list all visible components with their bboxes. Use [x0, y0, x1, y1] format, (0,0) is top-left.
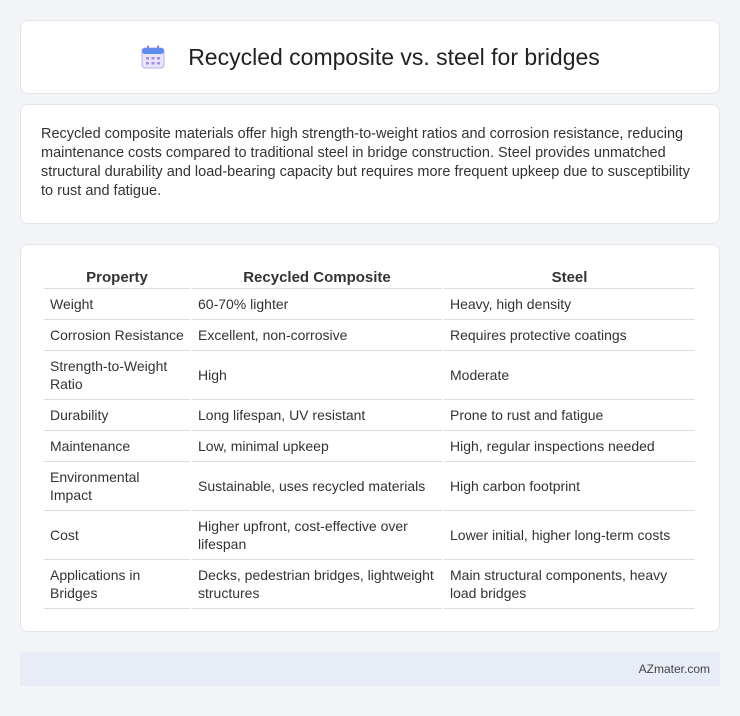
intro-card [20, 104, 720, 224]
table-row [44, 431, 695, 462]
footer-brand[interactable]: AZmater.com [638, 662, 710, 676]
title-card [20, 20, 720, 94]
table-row [44, 351, 695, 400]
table-cell: Sustainable, uses recycled materials [192, 462, 442, 511]
table-cell: Moderate [444, 351, 695, 400]
table-cell: Higher upfront, cost-effective over lifespan [192, 511, 442, 560]
table-cell: High, regular inspections needed [444, 431, 695, 462]
table-row [44, 400, 695, 431]
table-cell: High [192, 351, 442, 400]
table-row [44, 320, 695, 351]
table-cell: Strength-to-Weight Ratio [44, 351, 190, 400]
table-cell: Heavy, high density [444, 289, 695, 320]
page-title: Recycled composite vs. steel for bridges [188, 43, 600, 70]
table-cell: High carbon footprint [444, 462, 695, 511]
table-cell: Weight [44, 289, 190, 320]
table-cell: Low, minimal upkeep [192, 431, 442, 462]
table-cell: Maintenance [44, 431, 190, 462]
comparison-table [42, 265, 697, 609]
table-cell: Lower initial, higher long-term costs [444, 511, 695, 560]
table-cell: Main structural components, heavy load bridges [444, 560, 695, 609]
table-cell: Corrosion Resistance [44, 320, 190, 351]
table-row [44, 289, 695, 320]
table-cell: Prone to rust and fatigue [444, 400, 695, 431]
table-cell: Cost [44, 511, 190, 560]
table-header-row [44, 265, 695, 289]
table-cell: Requires protective coatings [444, 320, 695, 351]
calendar-icon [140, 44, 166, 70]
column-header-property: Property [44, 265, 190, 289]
comparison-table-card [20, 244, 720, 632]
column-header-composite: Recycled Composite [192, 265, 442, 289]
table-cell: Applications in Bridges [44, 560, 190, 609]
table-row [44, 462, 695, 511]
intro-text: Recycled composite materials offer high strength-to-weight ratios and corrosion resistance, reducing maintenance costs compared to traditional steel in bridge construction. Steel provides unmatched structural durability and load-bearing capacity but requires more frequent upkeep due to susceptibility to rust and fatigue. [41, 126, 690, 199]
table-cell: Long lifespan, UV resistant [192, 400, 442, 431]
table-cell: Environmental Impact [44, 462, 190, 511]
table-row [44, 560, 695, 609]
table-cell: Excellent, non-corrosive [192, 320, 442, 351]
table-cell: Decks, pedestrian bridges, lightweight structures [192, 560, 442, 609]
table-cell: Durability [44, 400, 190, 431]
footer [20, 652, 720, 686]
column-header-steel: Steel [444, 265, 695, 289]
table-row [44, 511, 695, 560]
table-cell: 60-70% lighter [192, 289, 442, 320]
